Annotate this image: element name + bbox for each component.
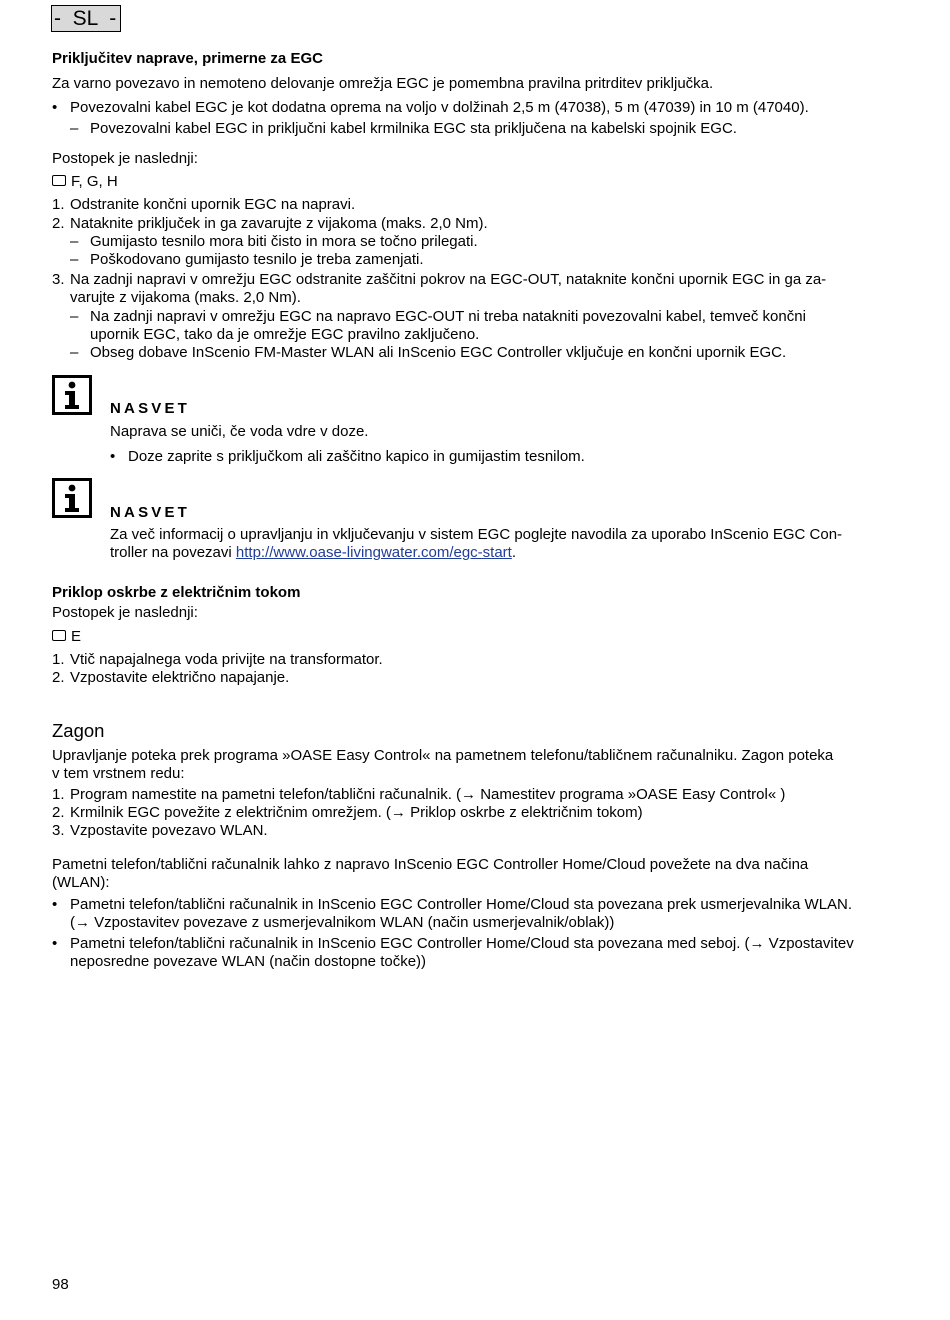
bullet-mark: • bbox=[52, 896, 58, 913]
step-number: 1. bbox=[52, 651, 65, 668]
dash-mark: – bbox=[70, 308, 79, 325]
note-text-line2 bbox=[110, 544, 890, 562]
dash-text: Na zadnji napravi v omrežju EGC na napravo EGC-OUT ni treba natakniti povezovalni kabel, temveč končni bbox=[90, 308, 806, 325]
step-number: 2. bbox=[52, 804, 65, 821]
step-number: 3. bbox=[52, 271, 65, 288]
bullet-mark: • bbox=[110, 448, 116, 465]
connection-paragraph: Pametni telefon/tablični računalnik lahko z napravo InScenio EGC Controller Home/Cloud povežete na dva načina bbox=[52, 856, 809, 873]
bullet-text: Doze zaprite s priključkom ali zaščitno kapico in gumijastim tesnilom. bbox=[128, 448, 585, 465]
bullet-text-continuation: neposredne povezave WLAN (način dostopne točke)) bbox=[70, 953, 427, 970]
language-tab: - SL - bbox=[51, 5, 121, 32]
step-text: Na zadnji napravi v omrežju EGC odstranite zaščitni pokrov na EGC-OUT, nataknite končni upornik EGC in ga za- bbox=[70, 271, 827, 288]
procedure-label: Postopek je naslednji: bbox=[52, 150, 198, 167]
section-heading-power-supply: Priklop oskrbe z električnim tokom bbox=[52, 584, 301, 601]
dash-text: Poškodovano gumijasto tesnilo je treba zamenjati. bbox=[90, 251, 424, 268]
step-text: Vzpostavite povezavo WLAN. bbox=[70, 822, 268, 839]
dash-text-continuation: upornik EGC, tako da je omrežje EGC pravilno zaključeno. bbox=[90, 326, 480, 343]
figure-box-icon bbox=[52, 175, 66, 186]
step-text: Vtič napajalnega voda privijte na transformator. bbox=[70, 651, 383, 668]
step-number: 2. bbox=[52, 669, 65, 686]
step-text-continuation: varujte z vijakoma (maks. 2,0 Nm). bbox=[70, 289, 301, 306]
figure-box-icon bbox=[52, 630, 66, 641]
note-text: Za več informacij o upravljanju in vključevanju v sistem EGC poglejte navodila za uporabo InScenio EGC Con- bbox=[110, 526, 843, 543]
bullet-text-continuation: (→ Vzpostavitev povezave z usmerjevalnikom WLAN (način usmerjevalnik/oblak)) bbox=[70, 914, 615, 931]
note-title: NASVET bbox=[110, 400, 191, 417]
egc-start-link[interactable]: http://www.oase-livingwater.com/egc-start bbox=[235, 544, 512, 561]
note-text-prefix: troller na povezavi bbox=[110, 544, 236, 561]
figure-ref-text: F, G, H bbox=[71, 173, 118, 190]
step-number: 3. bbox=[52, 822, 65, 839]
figure-ref-text: E bbox=[71, 628, 82, 645]
info-icon bbox=[52, 375, 92, 415]
dash-mark: – bbox=[70, 251, 79, 268]
note-text: Naprava se uniči, če voda vdre v doze. bbox=[110, 423, 369, 440]
step-text: Vzpostavite električno napajanje. bbox=[70, 669, 290, 686]
dash-text: Obseg dobave InScenio FM-Master WLAN ali InScenio EGC Controller vključuje en končni upornik EGC. bbox=[90, 344, 787, 361]
step-number: 1. bbox=[52, 786, 65, 803]
note-text-suffix: . bbox=[511, 544, 517, 561]
step-text: Krmilnik EGC povežite z električnim omrežjem. (→ Priklop oskrbe z električnim tokom) bbox=[70, 804, 643, 821]
dash-text: Povezovalni kabel EGC in priključni kabel krmilnika EGC sta priključena na kabelski spojnik EGC. bbox=[90, 120, 737, 137]
dash-mark: – bbox=[70, 120, 79, 137]
step-text: Odstranite končni upornik EGC na napravi. bbox=[70, 196, 356, 213]
bullet-text: Pametni telefon/tablični računalnik in InScenio EGC Controller Home/Cloud sta povezana med seboj. (→ Vzpostavitev bbox=[70, 935, 854, 952]
bullet-text: Povezovalni kabel EGC je kot dodatna oprema na voljo v dolžinah 2,5 m (47038), 5 m (47039) in 10 m (47040). bbox=[70, 99, 809, 116]
info-icon bbox=[52, 478, 92, 518]
step-text: Nataknite priključek in ga zavarujte z vijakoma (maks. 2,0 Nm). bbox=[70, 215, 488, 232]
note-title: NASVET bbox=[110, 504, 191, 521]
step-number: 1. bbox=[52, 196, 65, 213]
bullet-text: Pametni telefon/tablični računalnik in InScenio EGC Controller Home/Cloud sta povezana prek usmerjevalnika WLAN. bbox=[70, 896, 853, 913]
section-heading-egc-connection: Priključitev naprave, primerne za EGC bbox=[52, 50, 323, 67]
step-text: Program namestite na pametni telefon/tablični računalnik. (→ Namestitev programa »OASE Easy Control« ) bbox=[70, 786, 786, 803]
dash-text: Gumijasto tesnilo mora biti čisto in mora se točno prilegati. bbox=[90, 233, 478, 250]
bullet-mark: • bbox=[52, 99, 58, 116]
bullet-mark: • bbox=[52, 935, 58, 952]
section-intro: Upravljanje poteka prek programa »OASE Easy Control« na pametnem telefonu/tabličnem računalniku. Zagon poteka bbox=[52, 747, 834, 764]
figure-reference bbox=[52, 173, 118, 191]
dash-mark: – bbox=[70, 233, 79, 250]
dash-mark: – bbox=[70, 344, 79, 361]
procedure-label: Postopek je naslednji: bbox=[52, 604, 198, 621]
section-intro: Za varno povezavo in nemoteno delovanje omrežja EGC je pomembna pravilna pritrditev priključka. bbox=[52, 75, 714, 92]
step-number: 2. bbox=[52, 215, 65, 232]
figure-reference bbox=[52, 628, 81, 646]
connection-paragraph-line2: (WLAN): bbox=[52, 874, 110, 891]
page-number: 98 bbox=[52, 1276, 69, 1293]
section-intro-line2: v tem vrstnem redu: bbox=[52, 765, 185, 782]
section-heading-startup: Zagon bbox=[52, 720, 105, 741]
